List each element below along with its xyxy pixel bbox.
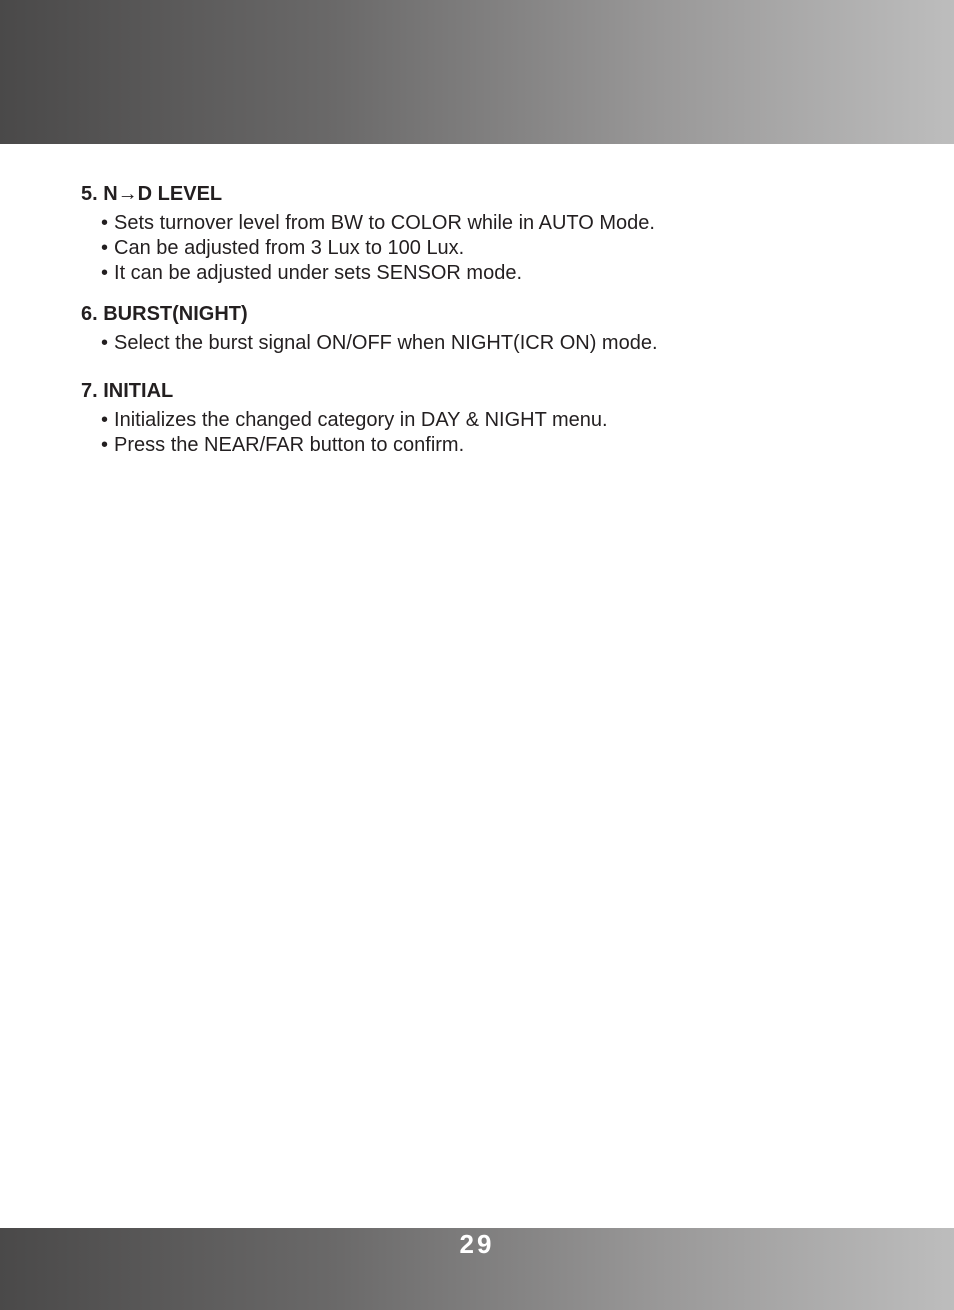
list-item: • Sets turnover level from BW to COLOR while in AUTO Mode. — [101, 211, 901, 236]
list-item: • It can be adjusted under sets SENSOR mode. — [101, 261, 901, 286]
section-nd-level — [81, 180, 901, 286]
bullet-list — [81, 408, 901, 458]
list-item: • Initializes the changed category in DAY & NIGHT menu. — [101, 408, 901, 433]
section-initial — [81, 377, 901, 458]
header-band — [0, 0, 954, 144]
page-content — [81, 180, 901, 458]
list-item: • Can be adjusted from 3 Lux to 100 Lux. — [101, 236, 901, 261]
bullet-list — [81, 211, 901, 286]
section-title: 5. N→D LEVEL — [81, 183, 223, 205]
page-number: 29 — [459, 1229, 495, 1259]
section-title: 7. INITIAL — [81, 380, 174, 402]
bullet-list — [81, 331, 901, 356]
list-item: • Select the burst signal ON/OFF when NIGHT(ICR ON) mode. — [101, 331, 901, 356]
list-item: • Press the NEAR/FAR button to confirm. — [101, 433, 901, 458]
section-title: 6. BURST(NIGHT) — [81, 303, 248, 325]
section-burst-night — [81, 300, 901, 356]
